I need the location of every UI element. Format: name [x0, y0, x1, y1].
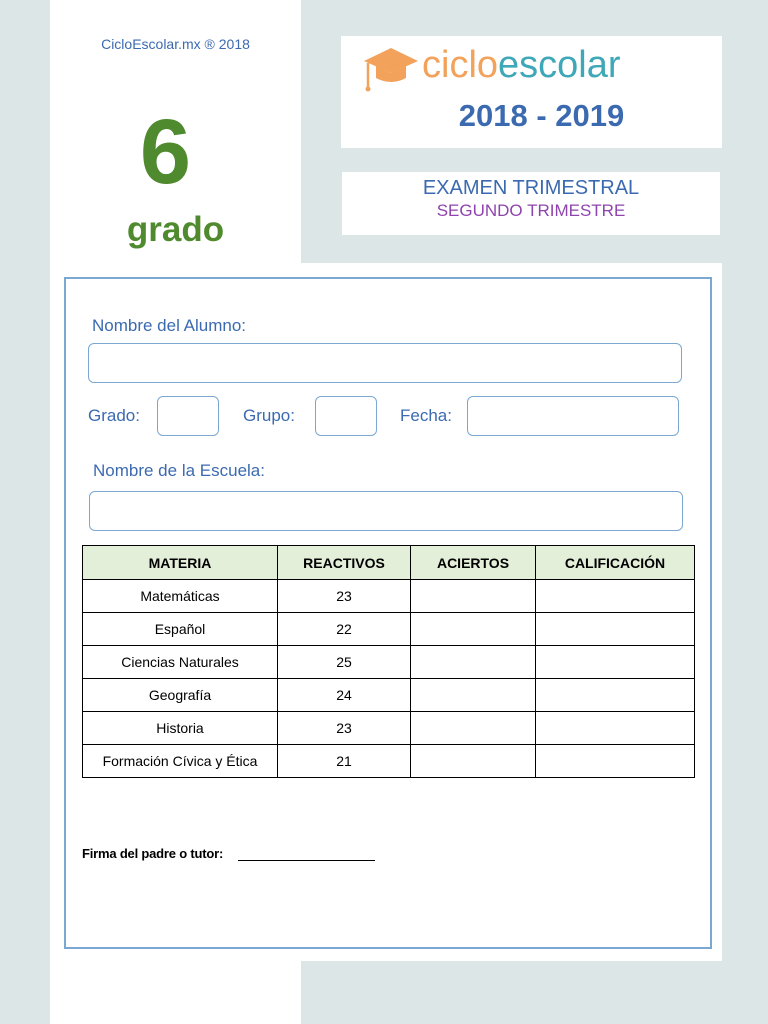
cell-reactivos: 22 — [278, 613, 411, 646]
school-name-label: Nombre de la Escuela: — [93, 461, 265, 480]
fecha-field[interactable] — [467, 396, 679, 436]
cell-materia: Historia — [83, 712, 278, 745]
cell-materia: Geografía — [83, 679, 278, 712]
grado-field[interactable] — [157, 396, 219, 436]
table-row — [83, 679, 695, 712]
cell-aciertos[interactable] — [411, 745, 536, 778]
cell-materia: Matemáticas — [83, 580, 278, 613]
school-name-field[interactable] — [89, 491, 683, 531]
cell-materia: Formación Cívica y Ética — [83, 745, 278, 778]
header-calificacion: CALIFICACIÓN — [536, 546, 695, 580]
cell-aciertos[interactable] — [411, 712, 536, 745]
cell-calificacion[interactable] — [536, 679, 695, 712]
exam-title: EXAMEN TRIMESTRAL — [422, 177, 640, 199]
exam-subtitle: SEGUNDO TRIMESTRE — [436, 201, 626, 220]
grade-number: 6 — [139, 101, 192, 203]
cell-aciertos[interactable] — [411, 646, 536, 679]
cell-reactivos: 24 — [278, 679, 411, 712]
table-row — [83, 613, 695, 646]
header-reactivos: REACTIVOS — [278, 546, 411, 580]
signature-line[interactable] — [238, 860, 375, 861]
table-row — [83, 580, 695, 613]
grupo-label: Grupo: — [243, 406, 295, 425]
brand-name — [422, 46, 621, 84]
cell-aciertos[interactable] — [411, 613, 536, 646]
cell-calificacion[interactable] — [536, 613, 695, 646]
header-aciertos: ACIERTOS — [411, 546, 536, 580]
table-header-row — [83, 546, 695, 580]
cell-reactivos: 21 — [278, 745, 411, 778]
brand-name-part1: ciclo — [422, 44, 499, 86]
cell-reactivos: 23 — [278, 712, 411, 745]
header-materia: MATERIA — [83, 546, 278, 580]
cell-reactivos: 23 — [278, 580, 411, 613]
signature-label: Firma del padre o tutor: — [82, 846, 224, 861]
cell-calificacion[interactable] — [536, 580, 695, 613]
fecha-label: Fecha: — [400, 406, 452, 425]
cell-materia: Ciencias Naturales — [83, 646, 278, 679]
cell-reactivos: 25 — [278, 646, 411, 679]
school-year: 2018 - 2019 — [458, 98, 625, 133]
grades-table — [82, 545, 695, 778]
cell-aciertos[interactable] — [411, 679, 536, 712]
graduation-cap-icon — [362, 44, 420, 94]
grupo-field[interactable] — [315, 396, 377, 436]
brand-name-part2: escolar — [498, 44, 621, 86]
cell-materia: Español — [83, 613, 278, 646]
table-row — [83, 646, 695, 679]
table-row — [83, 712, 695, 745]
student-name-label: Nombre del Alumno: — [92, 316, 247, 335]
copyright-text: CicloEscolar.mx ® 2018 — [101, 36, 250, 52]
grade-word: grado — [126, 210, 225, 249]
student-name-field[interactable] — [88, 343, 682, 383]
table-row — [83, 745, 695, 778]
cell-calificacion[interactable] — [536, 712, 695, 745]
grado-label: Grado: — [88, 406, 140, 425]
cell-aciertos[interactable] — [411, 580, 536, 613]
cell-calificacion[interactable] — [536, 646, 695, 679]
cell-calificacion[interactable] — [536, 745, 695, 778]
